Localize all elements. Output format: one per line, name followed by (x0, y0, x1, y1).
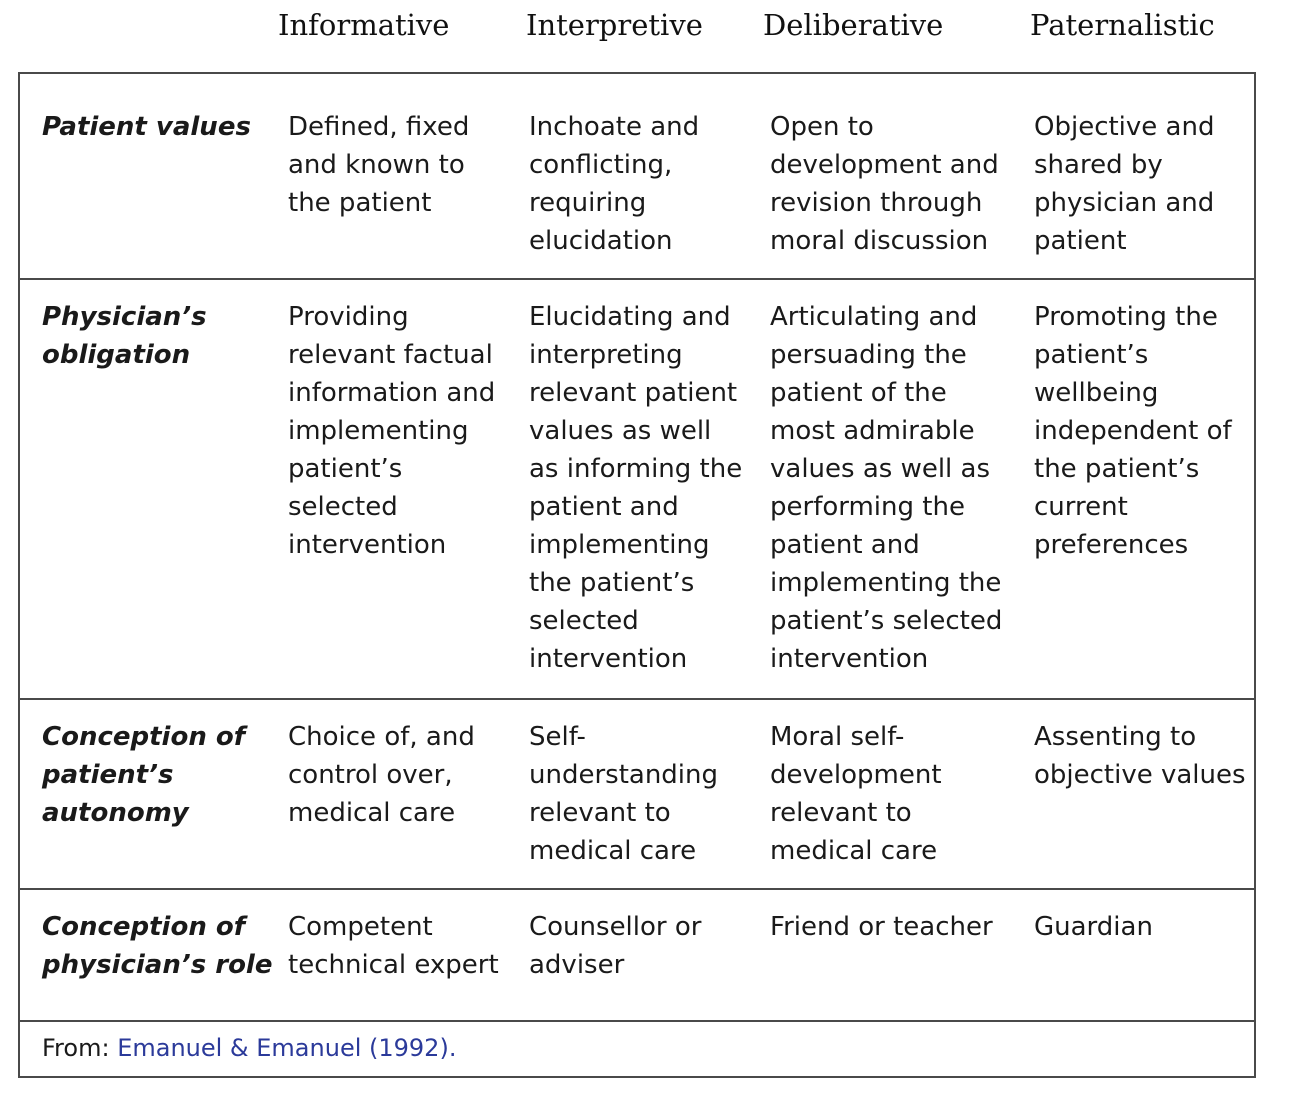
table-cell: Self- understanding relevant to medical care (529, 722, 719, 866)
table-cell: Elucidating and interpreting relevant patient values as well as informing the patient and implementing the patient’s selected intervention (529, 302, 743, 674)
table-cell: Inchoate and conflicting, requiring elucidation (529, 112, 700, 256)
table-cell: Choice of, and control over, medical care (288, 722, 475, 828)
table-cell: Promoting the patient’s wellbeing independent of the patient’s current preferences (1034, 302, 1232, 560)
column-header-deliberative: Deliberative (763, 8, 944, 42)
table-row-patient-autonomy (20, 700, 1254, 890)
citation-link[interactable]: Emanuel & Emanuel (1992) (117, 1034, 449, 1062)
table-row-patient-values (20, 74, 1254, 280)
column-headers (0, 0, 1294, 60)
table-cell: Objective and shared by physician and patient (1034, 112, 1215, 256)
table-cell: Counsellor or adviser (529, 912, 702, 980)
table-cell: Assenting to objective values (1034, 722, 1246, 790)
source-note (42, 1030, 456, 1066)
table-cell: Articulating and persuading the patient of the most admirable values as well as performing the patient and implementing the patient’s selected intervention (770, 302, 1003, 674)
table-row-physicians-role (20, 890, 1254, 1022)
column-header-paternalistic: Paternalistic (1030, 8, 1215, 42)
row-label: Physician’s obligation (42, 302, 207, 370)
table-cell: Defined, fixed and known to the patient (288, 112, 470, 218)
row-label: Conception of physician’s role (42, 912, 273, 980)
row-label: Conception of patient’s autonomy (42, 722, 246, 828)
table-cell: Guardian (1034, 912, 1153, 942)
table-cell: Friend or teacher (770, 912, 993, 942)
comparison-table (18, 72, 1256, 1078)
column-header-interpretive: Interpretive (526, 8, 703, 42)
column-header-informative: Informative (278, 8, 450, 42)
row-label: Patient values (42, 112, 251, 142)
table-cell: Open to development and revision through moral discussion (770, 112, 999, 256)
source-suffix: . (448, 1034, 457, 1062)
table-footer (20, 1022, 1254, 1076)
table-cell: Competent technical expert (288, 912, 499, 980)
table-row-physicians-obligation (20, 280, 1254, 700)
table-cell: Moral self- development relevant to medical care (770, 722, 942, 866)
table-cell: Providing relevant factual information and implementing patient’s selected intervention (288, 302, 496, 560)
source-prefix: From: (42, 1034, 118, 1062)
